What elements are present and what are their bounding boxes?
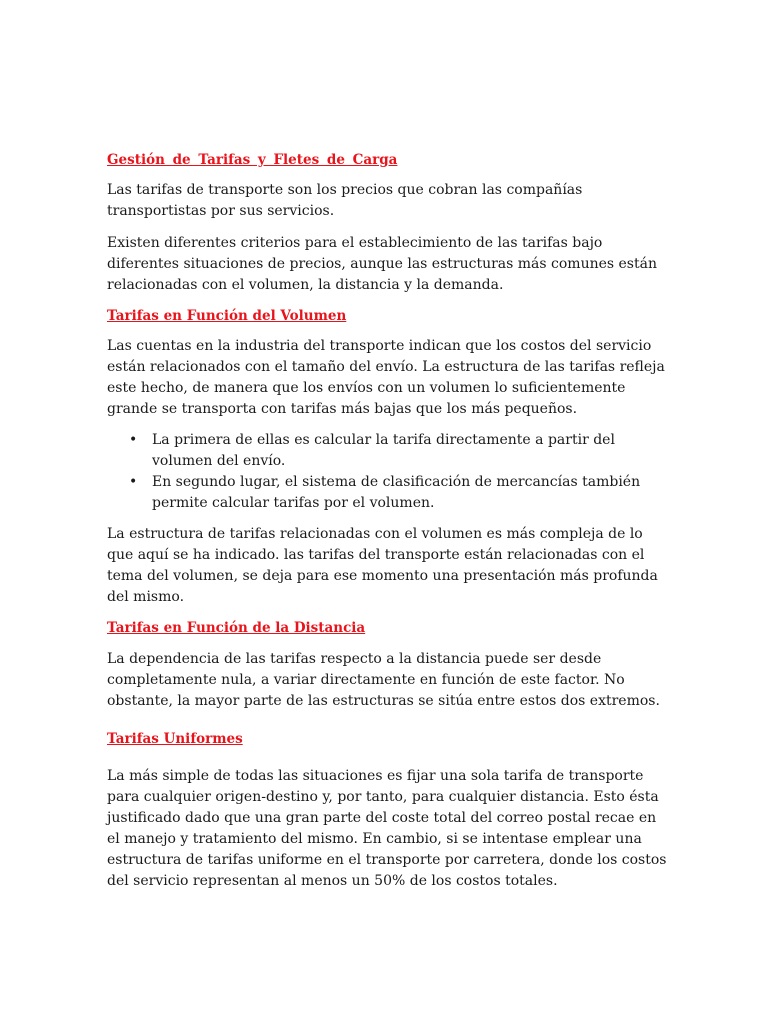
list-item xyxy=(107,472,667,514)
heading-tarifas-volumen: Tarifas en Función del Volumen xyxy=(107,308,347,324)
heading-gestion-tarifas: Gestión de Tarifas y Fletes de Carga xyxy=(107,152,398,168)
paragraph-criterios: Existen diferentes criterios para el establecimiento de las tarifas bajo diferentes situaciones de precios, aunque las estructuras más comunes están relacionadas con el volumen, la distancia y la demanda. xyxy=(107,235,657,293)
document-page xyxy=(107,150,667,892)
paragraph-volumen-compleja: La estructura de tarifas relacionadas con el volumen es más compleja de lo que aquí se ha indicado. las tarifas del transporte están relacionadas con el tema del volumen, se deja para ese momento una presentación más profunda del mismo. xyxy=(107,526,658,605)
list-item-text: En segundo lugar, el sistema de clasificación de mercancías también permite calcular tarifas por el volumen. xyxy=(152,474,641,511)
paragraph-uniformes: La más simple de todas las situaciones es fijar una sola tarifa de transporte para cualquier origen-destino y, por tanto, para cualquier distancia. Esto ésta justificado dado que una gran parte del coste total del correo postal recae en el manejo y tratamiento del mismo. En cambio, si se intentase emplear una estructura de tarifas uniforme en el transporte por carretera, donde los costos del servicio representan al menos un 50% de los costos totales. xyxy=(107,768,667,889)
paragraph-volumen: Las cuentas en la industria del transporte indican que los costos del servicio están relacionados con el tamaño del envío. La estructura de las tarifas refleja este hecho, de manera que los envíos con un volumen lo suficientemente grande se transporta con tarifas más bajas que los más pequeños. xyxy=(107,338,665,417)
heading-tarifas-uniformes: Tarifas Uniformes xyxy=(107,731,243,747)
bullet-list xyxy=(107,430,667,514)
bullet-icon: • xyxy=(129,474,138,490)
list-item-text: La primera de ellas es calcular la tarifa directamente a partir del volumen del envío. xyxy=(152,432,615,469)
list-item xyxy=(107,430,667,472)
heading-tarifas-distancia: Tarifas en Función de la Distancia xyxy=(107,620,366,636)
paragraph-intro: Las tarifas de transporte son los precios que cobran las compañías transportistas por sus servicios. xyxy=(107,182,583,219)
bullet-icon: • xyxy=(129,432,138,448)
paragraph-distancia: La dependencia de las tarifas respecto a la distancia puede ser desde completamente nula, a variar directamente en función de este factor. No obstante, la mayor parte de las estructuras se sitúa entre estos dos extremos. xyxy=(107,651,660,709)
